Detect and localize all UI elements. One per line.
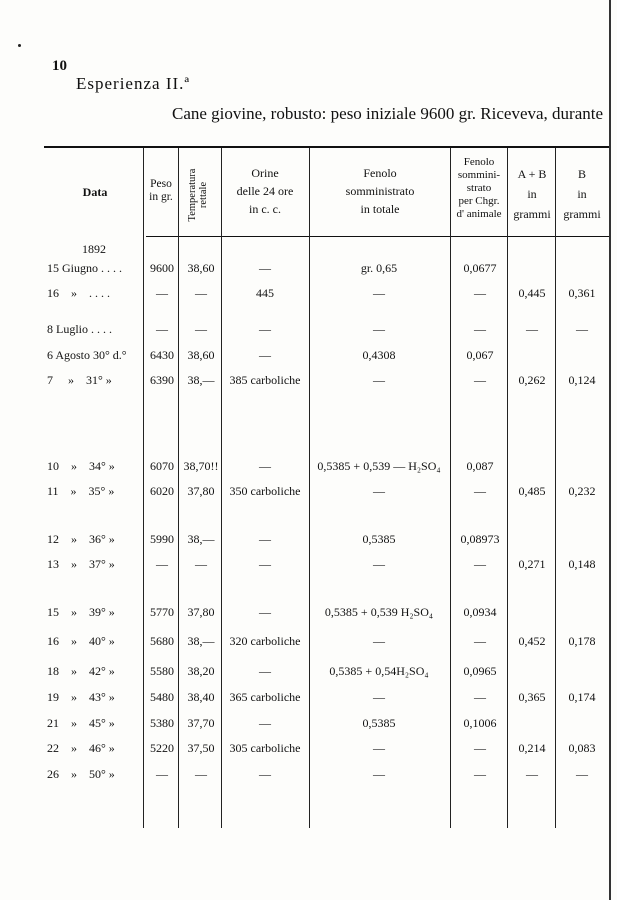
row-a-plus-b: 0,365	[518, 690, 546, 704]
row-orine: 445	[256, 286, 274, 300]
row-orine: —	[259, 664, 271, 678]
row-peso: —	[156, 557, 168, 571]
row-b: —	[576, 322, 588, 336]
row-temperatura: —	[195, 286, 207, 300]
row-fenolo-totale: —	[373, 557, 385, 571]
page-binding-edge	[609, 0, 611, 900]
row-orine: 320 carboliche	[229, 634, 301, 648]
row-fenolo-totale: 0,4308	[362, 348, 396, 362]
row-orine: —	[259, 767, 271, 781]
experiment-title: Esperienza II.ª	[76, 74, 191, 93]
header-peso: Peso in gr.	[149, 178, 173, 203]
row-fenolo-totale: 0,5385 + 0,54H₂SO₄	[329, 664, 429, 678]
row-temperatura: 38,—	[187, 532, 215, 546]
row-a-plus-b: 0,452	[518, 634, 546, 648]
row-temperatura: 38,60	[187, 348, 215, 362]
row-a-plus-b: —	[526, 322, 538, 336]
header-orine: Orine delle 24 ore in c. c.	[236, 166, 294, 216]
header-data: Data	[82, 185, 108, 199]
row-orine: 305 carboliche	[229, 741, 301, 755]
row-peso: 5220	[150, 741, 174, 755]
row-date: 21 » 45° »	[47, 716, 115, 730]
column-divider-peso	[143, 148, 144, 828]
row-fenolo-per-kg: 0,1006	[463, 716, 497, 730]
row-date: 8 Luglio . . . .	[47, 322, 112, 336]
row-date: 7 » 31° »	[47, 373, 112, 387]
row-date: 18 » 42° »	[47, 664, 115, 678]
row-orine: 365 carboliche	[229, 690, 301, 704]
row-peso: —	[156, 322, 168, 336]
row-fenolo-totale: —	[373, 484, 385, 498]
row-date: 10 » 34° »	[47, 459, 115, 473]
row-fenolo-per-kg: —	[474, 767, 486, 781]
header-temperatura: Temperatura rettale	[187, 168, 209, 222]
row-b: 0,361	[568, 286, 596, 300]
row-fenolo-totale: —	[373, 373, 385, 387]
row-peso: 6430	[150, 348, 174, 362]
row-a-plus-b: 0,445	[518, 286, 546, 300]
row-orine: —	[259, 605, 271, 619]
row-fenolo-totale: —	[373, 690, 385, 704]
row-b: 0,083	[568, 741, 596, 755]
row-fenolo-totale: —	[373, 322, 385, 336]
row-temperatura: —	[195, 322, 207, 336]
row-b: 0,124	[568, 373, 596, 387]
row-date: 6 Agosto 30° d.°	[47, 348, 127, 362]
row-fenolo-per-kg: —	[474, 741, 486, 755]
row-orine: —	[259, 716, 271, 730]
row-fenolo-totale: gr. 0,65	[360, 261, 398, 275]
row-temperatura: 37,50	[187, 741, 215, 755]
row-fenolo-per-kg: —	[474, 322, 486, 336]
row-fenolo-totale: —	[373, 634, 385, 648]
row-date: 16 » 40° »	[47, 634, 115, 648]
year-label: 1892	[82, 242, 106, 256]
row-peso: 5990	[150, 532, 174, 546]
row-orine: —	[259, 261, 271, 275]
row-peso: —	[156, 767, 168, 781]
row-peso: 5680	[150, 634, 174, 648]
row-fenolo-totale: 0,5385 + 0,539 — H₂SO₄	[317, 459, 441, 473]
header-fenolo-totale: Fenolo somministrato in totale	[345, 166, 415, 216]
row-temperatura: —	[195, 767, 207, 781]
row-fenolo-per-kg: —	[474, 484, 486, 498]
row-temperatura: 38,20	[187, 664, 215, 678]
row-fenolo-per-kg: —	[474, 690, 486, 704]
row-temperatura: —	[195, 557, 207, 571]
row-temperatura: 38,40	[187, 690, 215, 704]
row-fenolo-per-kg: 0,0677	[463, 261, 497, 275]
row-peso: —	[156, 286, 168, 300]
row-temperatura: 38,70!!	[183, 459, 219, 473]
row-orine: —	[259, 459, 271, 473]
row-b: 0,178	[568, 634, 596, 648]
row-date: 15 Giugno . . . .	[47, 261, 122, 275]
table-top-rule	[44, 146, 610, 148]
row-temperatura: 38,—	[187, 373, 215, 387]
row-fenolo-totale: —	[373, 741, 385, 755]
row-orine: 350 carboliche	[229, 484, 301, 498]
page-mark-dot	[18, 44, 21, 47]
row-peso: 9600	[150, 261, 174, 275]
row-fenolo-totale: 0,5385	[362, 532, 396, 546]
intro-text: Cane giovine, robusto: peso iniziale 9600 gr. Riceveva, durante	[172, 104, 604, 123]
row-a-plus-b: 0,214	[518, 741, 546, 755]
row-temperatura: 38,60	[187, 261, 215, 275]
row-peso: 6070	[150, 459, 174, 473]
row-date: 12 » 36° »	[47, 532, 115, 546]
row-temperatura: 37,80	[187, 484, 215, 498]
row-b: 0,174	[568, 690, 596, 704]
row-peso: 5770	[150, 605, 174, 619]
row-a-plus-b: 0,262	[518, 373, 546, 387]
row-peso: 6390	[150, 373, 174, 387]
row-fenolo-per-kg: 0,0934	[463, 605, 497, 619]
row-orine: —	[259, 532, 271, 546]
row-temperatura: 38,—	[187, 634, 215, 648]
row-fenolo-per-kg: 0,08973	[460, 532, 500, 546]
row-b: 0,148	[568, 557, 596, 571]
row-fenolo-per-kg: —	[474, 286, 486, 300]
row-date: 16 » . . . .	[47, 286, 110, 300]
row-a-plus-b: —	[526, 767, 538, 781]
row-peso: 5480	[150, 690, 174, 704]
row-orine: —	[259, 557, 271, 571]
row-temperatura: 37,70	[187, 716, 215, 730]
row-peso: 5580	[150, 664, 174, 678]
row-fenolo-per-kg: 0,087	[466, 459, 494, 473]
row-date: 11 » 35° »	[47, 484, 115, 498]
row-fenolo-per-kg: —	[474, 557, 486, 571]
row-orine: —	[259, 322, 271, 336]
row-date: 19 » 43° »	[47, 690, 115, 704]
row-fenolo-totale: 0,5385 + 0,539 H₂SO₄	[324, 605, 434, 619]
column-divider-fenolo-pc	[450, 148, 451, 828]
row-b: 0,232	[568, 484, 596, 498]
row-temperatura: 37,80	[187, 605, 215, 619]
row-fenolo-totale: —	[373, 767, 385, 781]
row-fenolo-totale: 0,5385	[362, 716, 396, 730]
column-divider-temp	[178, 148, 179, 828]
row-date: 22 » 46° »	[47, 741, 115, 755]
row-fenolo-per-kg: 0,067	[466, 348, 494, 362]
row-a-plus-b: 0,485	[518, 484, 546, 498]
row-orine: —	[259, 348, 271, 362]
row-peso: 6020	[150, 484, 174, 498]
row-b: —	[576, 767, 588, 781]
header-a-plus-b: A + B in grammi	[513, 167, 551, 221]
row-fenolo-per-kg: —	[474, 634, 486, 648]
row-fenolo-totale: —	[373, 286, 385, 300]
header-b: B in grammi	[563, 167, 601, 221]
row-fenolo-per-kg: 0,0965	[463, 664, 497, 678]
row-orine: 385 carboliche	[229, 373, 301, 387]
row-date: 26 » 50° »	[47, 767, 115, 781]
row-peso: 5380	[150, 716, 174, 730]
row-date: 15 » 39° »	[47, 605, 115, 619]
page-number: 10	[52, 58, 67, 74]
row-fenolo-per-kg: —	[474, 373, 486, 387]
header-fenolo-per-kg: Fenolo sommini- strato per Chgr. d' animale	[456, 156, 502, 220]
row-date: 13 » 37° »	[47, 557, 115, 571]
row-a-plus-b: 0,271	[518, 557, 546, 571]
